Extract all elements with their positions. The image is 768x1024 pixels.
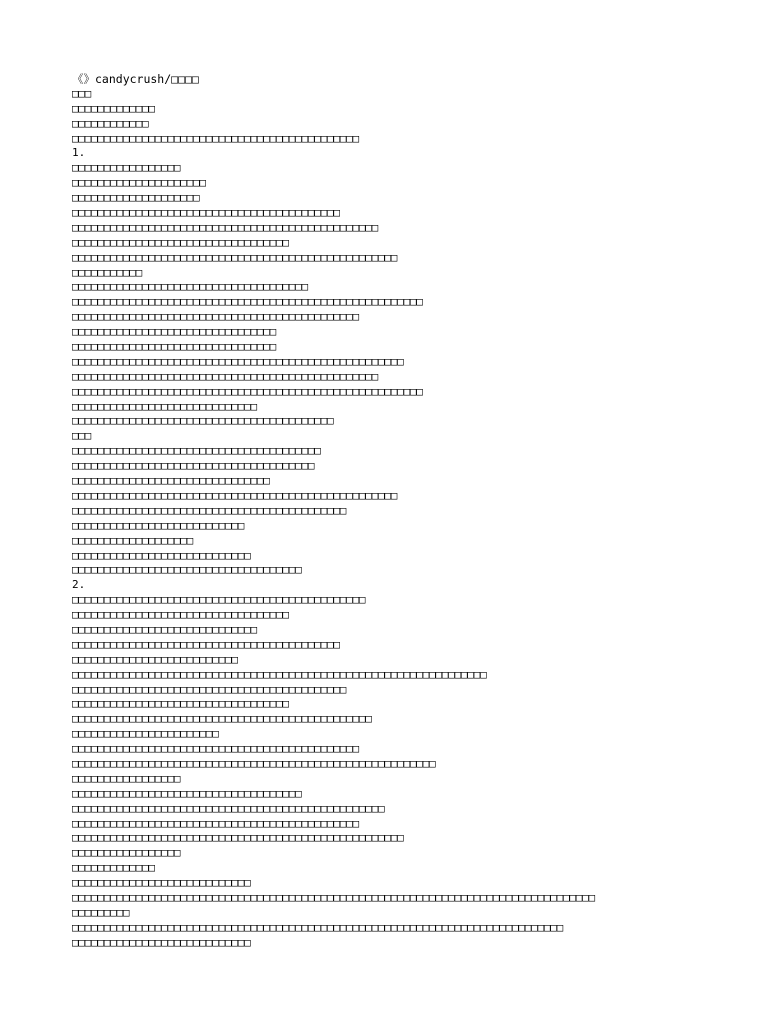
text-line: □□□□□□□□□□□□□□□□□□□□□□□□□□□□□□□□□□□□□□□□□□□□□□□□□□□□□□□□□□□□□□□□□ [72,668,487,681]
text-line: □□□□□□□□□□□□□□□□□□□□□□□□□□□□□□□□□□□□□□□□□□□□□□□□□□□ [72,489,398,502]
text-line: □□□□□□□□□□□□□□□□□□□□□ [72,177,206,190]
text-line: □□□□□□□□□□□□□□□□□□□□□□□□□□□□□□□□□□□□□□□□□ [72,415,334,428]
text-line: □□□□□□□□□□□□□□□□□□□□□□□□□□□□□□□□□□□□□□□□□□□□□□□□□□□ [72,251,398,264]
text-line: □□□□□□□□□□□□□□□□□□□□□□□□□□□□□□□□□□□□□□□□□□□ [72,504,347,517]
text-line: □□□ [72,87,92,100]
text-line: □□□□□□□□□□□□□□□□□□□□□□□□□□□ [72,519,245,532]
text-line: □□□□□□□□□□□□□□□□□□□□□□□□□□□□□□□□□□□□□□□□□□□□□ [72,817,360,830]
text-line: □□□□□□□□□□□□□□□□□ [72,847,181,860]
text-line: □□□ [72,430,92,443]
text-line: □□□□□□□□□□□□□□□□□□□□□□□ [72,728,219,741]
text-line: □□□□□□□□□□□□□□□□□□□□□□□□□□□□□□□□□□□□□□□□□□ [72,207,340,220]
document-title: 《》candycrush/□□□□ [72,72,199,86]
text-line: □□□□□□□□□□□□□□□□□□□□□□□□□□□□□□□□□□□□□□□□□□□□□□□□□□□□□□□□□ [72,757,436,770]
text-line: □□□□□□□□□□□□□□□□□□□□□□□□□□□□□□□□□□□□□□□□□□□□□□□□ [72,370,379,383]
text-line: □□□□□□□□□ [72,906,130,919]
text-line: □□□□□□□□□□□□□□□□□ [72,772,181,785]
text-line: □□□□□□□□□□□□□□□□□□□□□□□□□□□□□□□□□□□□□□□□□□□ [72,683,347,696]
text-line: □□□□□□□□□□□□□□□□□□□□□□□□□□□□□□□□□□ [72,609,289,622]
text-line: □□□□□□□□□□□□□□□□□□□□□□□□□□□□□□□□□□□□□□□□□□□□□ [72,743,360,756]
text-line: □□□□□□□□□□□□□□□□□□□□□□□□□□□□□□□ [72,475,270,488]
text-line: □□□□□□□□□□□□□□□□□□□□□□□□□□□□□□□□□□□□□□□□□□□□□□□□□□□□ [72,832,404,845]
section-number: 2. [72,578,86,592]
text-line: □□□□□□□□□□□□□□□□□□□□□□□□□□□□□□□□□□□□□□□□□□□□□□□□□□□□□□□ [72,385,423,398]
text-line: □□□□□□□□□□□□□□□□□□□□□□□□□□□□□□□□□□□□□□□□□□□□□□□□□□□□□□□□□□□□□□□□□□□□□□□□□□□□□ [72,921,564,934]
document-body [72,72,712,951]
text-line: □□□□□□□□□□□ [72,266,143,279]
text-line: □□□□□□□□□□□□□ [72,102,155,115]
text-line: □□□□□□□□□□□□□□□□□□□□□□□□□□□□□□□□□□□□□□□□□□□□□□□□□□□□□□□□□□□□□□□□□□□□□□□□□□□□□□□□□□ [72,891,595,904]
text-line: □□□□□□□□□□□□□□□□□□□□□□□□□□□□ [72,877,251,890]
text-line: □□□□□□□□□□□□□□□□□□□□□□□□□□ [72,653,238,666]
text-line: □□□□□□□□□□□□□□□□□□□□□□□□□□□□□□□□□□□□ [72,564,302,577]
text-line: □□□□□□□□□□□□□□□□□□□□□□□□□□□□□□□□ [72,341,277,354]
text-line: □□□□□□□□□□□□□□□□□□□□□□□□□□□□□□□□□□□□□ [72,281,308,294]
text-line: □□□□□□□□□□□□□□□□□□□□□□□□□□□□ [72,936,251,949]
text-line: □□□□□□□□□□□□□□□□□□□□□□□□□□□□□□□□□□□□□□□□□□□□□□□□ [72,221,379,234]
text-line: □□□□□□□□□□□□□□□□□□□□□□□□□□□□□□□□□□ [72,698,289,711]
text-line: □□□□□□□□□□□□□□□□□□□□□□□□□□□□□□□□□□□□□□□□□□ [72,638,340,651]
text-line: □□□□□□□□□□□□□□□□□□□□□□□□□□□□□□□□□□□□□□□□□□□□□ [72,132,360,145]
text-line: □□□□□□□□□□□□□□□□□□□□□□□□□□□□□□□□□□□□□□□□□□□□□□□ [72,713,372,726]
document-lines [72,87,712,951]
text-line: □□□□□□□□□□□□□□□□□□□□□□□□□□□□□□□□□□□□□□□□□□□□□□□□□□□□□□□ [72,296,423,309]
text-line: □□□□□□□□□□□□□□□□□□□□□□□□□□□□□□□□□□□□□□□□□□□□□□ [72,594,366,607]
text-line: □□□□□□□□□□□□ [72,117,149,130]
text-line: □□□□□□□□□□□□□□□□□□□ [72,534,194,547]
text-line: □□□□□□□□□□□□□□□□□□□□□□□□□□□□□□□□□□□□ [72,787,302,800]
text-line: □□□□□□□□□□□□□□□□□□□□□□□□□□□□ [72,549,251,562]
text-line: □□□□□□□□□□□□□□□□□□□□□□□□□□□□□□□□□□□□□□□□□□□□□□□□□□□□ [72,355,404,368]
text-line: □□□□□□□□□□□□□ [72,862,155,875]
text-line: □□□□□□□□□□□□□□□□□□□□ [72,192,200,205]
text-line: □□□□□□□□□□□□□□□□□□□□□□□□□□□□□ [72,623,257,636]
text-line: □□□□□□□□□□□□□□□□□□□□□□□□□□□□□□□□□□□□□□ [72,460,315,473]
text-line: □□□□□□□□□□□□□□□□□□□□□□□□□□□□□□□□□□□□□□□□□□□□□□□□□ [72,802,385,815]
text-line: □□□□□□□□□□□□□□□□□□□□□□□□□□□□□□□□ [72,326,277,339]
text-line: □□□□□□□□□□□□□□□□□□□□□□□□□□□□□□□□□□ [72,236,289,249]
text-line: □□□□□□□□□□□□□□□□□ [72,162,181,175]
text-line: □□□□□□□□□□□□□□□□□□□□□□□□□□□□□□□□□□□□□□□□□□□□□ [72,311,360,324]
text-line: □□□□□□□□□□□□□□□□□□□□□□□□□□□□□□□□□□□□□□□ [72,445,321,458]
section-number: 1. [72,146,86,160]
text-line: □□□□□□□□□□□□□□□□□□□□□□□□□□□□□ [72,400,257,413]
